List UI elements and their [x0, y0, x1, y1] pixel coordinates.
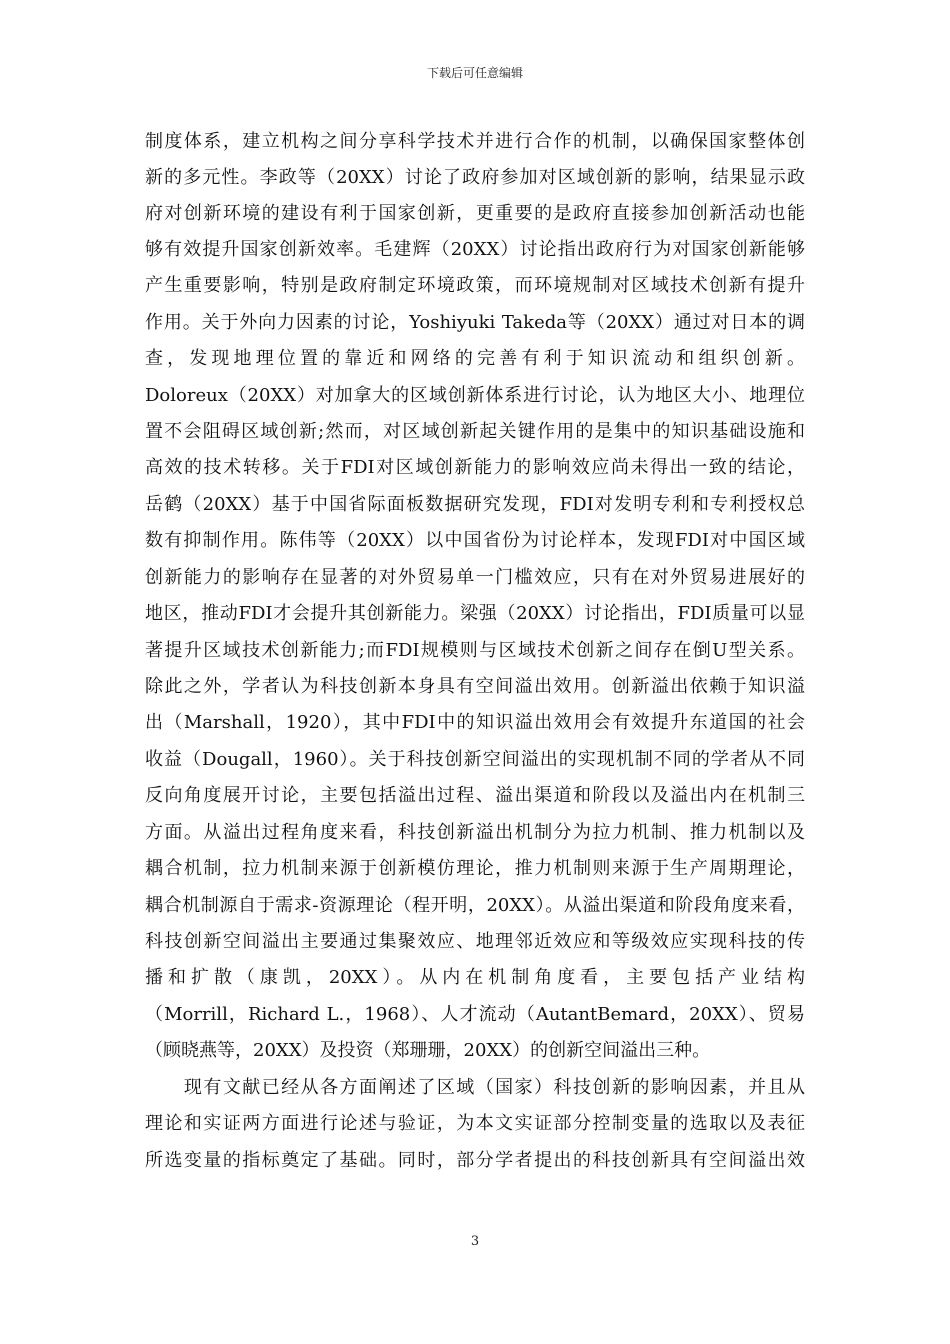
text-line: 科技创新空间溢出主要通过集聚效应、地理邻近效应和等级效应实现科技的传: [145, 931, 805, 952]
text-line: （Morrill，Richard L.，1968）、人才流动（AutantBemard，20XX）、贸易: [145, 1004, 805, 1025]
text-line: 除此之外，学者认为科技创新本身具有空间溢出效用。创新溢出依赖于知识溢: [145, 676, 805, 697]
text-line: 播和扩散（康凯，20XX）。从内在机制角度看，主要包括产业结构: [145, 967, 805, 988]
text-line: 收益（Dougall，1960）。关于科技创新空间溢出的实现机制不同的学者从不同: [145, 749, 805, 770]
text-line: Doloreux（20XX）对加拿大的区域创新体系进行讨论，认为地区大小、地理位: [145, 385, 805, 406]
text-line: 新的多元性。李政等（20XX）讨论了政府参加对区域创新的影响，结果显示政: [145, 167, 805, 188]
text-line: 出（Marshall，1920），其中FDI中的知识溢出效用会有效提升东道国的社会: [145, 712, 805, 733]
text-line: 所选变量的指标奠定了基础。同时，部分学者提出的科技创新具有空间溢出效: [145, 1150, 805, 1171]
text-line: 制度体系，建立机构之间分享科学技术并进行合作的机制，以确保国家整体创: [145, 131, 805, 152]
text-line: 数有抑制作用。陈伟等（20XX）以中国省份为讨论样本，发现FDI对中国区域: [145, 530, 805, 551]
page-number: 3: [470, 1234, 480, 1249]
page-header: 下载后可任意编辑: [426, 66, 523, 80]
text-line: 作用。关于外向力因素的讨论，Yoshiyuki Takeda等（20XX）通过对日本的调: [145, 312, 805, 333]
text-line: 查，发现地理位置的靠近和网络的完善有利于知识流动和组织创新。: [145, 348, 805, 369]
text-line: 方面。从溢出过程角度来看，科技创新溢出机制分为拉力机制、推力机制以及: [145, 822, 805, 843]
text-line: 府对创新环境的建设有利于国家创新，更重要的是政府直接参加创新活动也能: [145, 203, 805, 224]
text-line: 创新能力的影响存在显著的对外贸易单一门槛效应，只有在对外贸易进展好的: [145, 567, 805, 588]
text-line: 地区，推动FDI才会提升其创新能力。梁强（20XX）讨论指出，FDI质量可以显: [145, 603, 805, 624]
text-line: 岳鹤（20XX）基于中国省际面板数据研究发现，FDI对发明专利和专利授权总: [145, 494, 805, 515]
text-line: 高效的技术转移。关于FDI对区域创新能力的影响效应尚未得出一致的结论，: [145, 457, 805, 478]
text-line: 耦合机制，拉力机制来源于创新模仿理论，推力机制则来源于生产周期理论，: [145, 858, 805, 879]
text-line: 产生重要影响，特别是政府制定环境政策，而环境规制对区域技术创新有提升: [145, 275, 805, 296]
text-line: 理论和实证两方面进行论述与验证，为本文实证部分控制变量的选取以及表征: [145, 1113, 805, 1134]
text-line: 现有文献已经从各方面阐述了区域（国家）科技创新的影响因素，并且从: [145, 1077, 805, 1098]
text-line: 够有效提升国家创新效率。毛建辉（20XX）讨论指出政府行为对国家创新能够: [145, 239, 805, 260]
text-line: 著提升区域技术创新能力;而FDI规模则与区域技术创新之间存在倒U型关系。: [145, 640, 805, 661]
text-line: 耦合机制源自于需求-资源理论（程开明，20XX）。从溢出渠道和阶段角度来看，: [145, 895, 805, 916]
text-line: 反向角度展开讨论，主要包括溢出过程、溢出渠道和阶段以及溢出内在机制三: [145, 785, 805, 806]
text-line: （顾晓燕等，20XX）及投资（郑珊珊，20XX）的创新空间溢出三种。: [145, 1040, 711, 1061]
text-line: 置不会阻碍区域创新;然而，对区域创新起关键作用的是集中的知识基础设施和: [145, 421, 805, 442]
